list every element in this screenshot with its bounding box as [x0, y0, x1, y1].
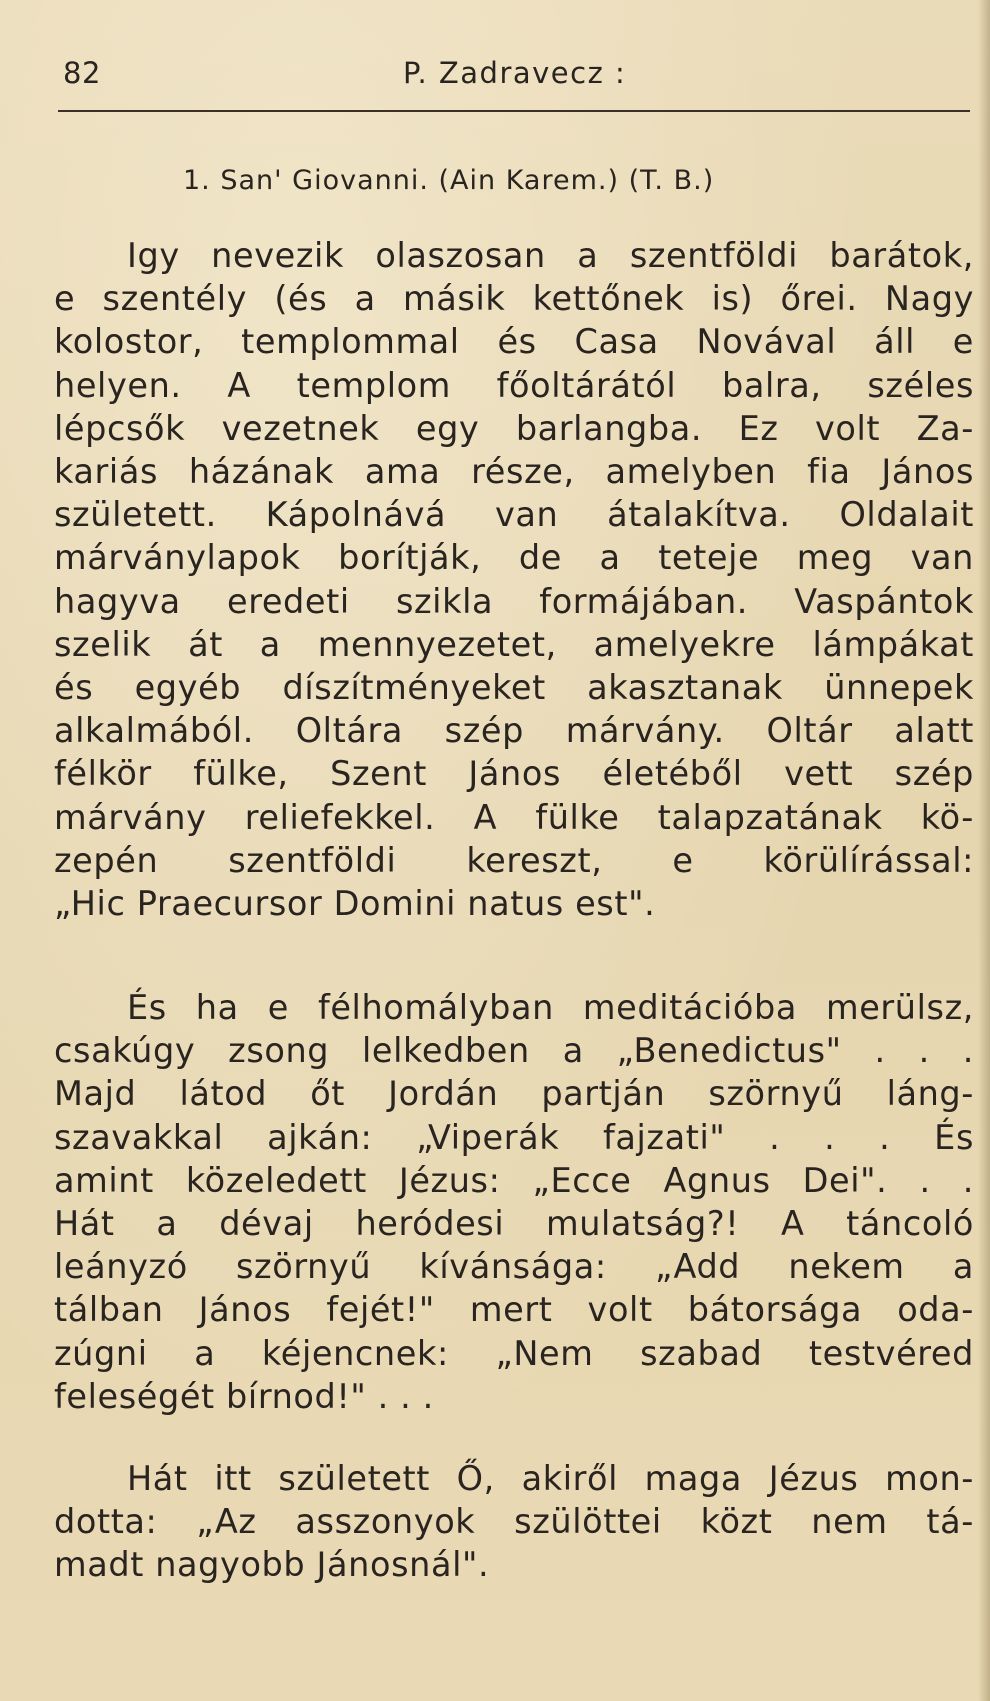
- page-number: 82: [63, 56, 101, 90]
- paragraph-3: [54, 1457, 974, 1587]
- paragraph-1: [54, 234, 974, 925]
- text-line: zepén szentföldi kereszt, e körülírással:: [54, 840, 974, 880]
- text-line: madt nagyobb Jánosnál".: [54, 1545, 490, 1585]
- running-head: [58, 56, 970, 98]
- text-line: dotta: „Az asszonyok szülöttei közt nem tá-: [54, 1502, 974, 1542]
- text-line: tálban János fejét!" mert volt bátorsága oda-: [54, 1290, 974, 1330]
- text-line: hagyva eredeti szikla formájában. Vaspántok: [54, 581, 974, 621]
- header-rule: [58, 110, 970, 112]
- text-line: márvány reliefekkel. A fülke talapzatának kö-: [54, 797, 974, 837]
- text-line: zúgni a kéjencnek: „Nem szabad testvéred: [54, 1333, 974, 1373]
- text-line: leányzó szörnyű kívánsága: „Add nekem a: [54, 1247, 974, 1287]
- text-line: Majd látod őt Jordán partján szörnyű láng-: [54, 1074, 974, 1114]
- text-line: Hát itt született Ő, akiről maga Jézus mon-: [127, 1459, 974, 1498]
- text-line: „Hic Praecursor Domini natus est".: [54, 884, 656, 924]
- text-line: helyen. A templom főoltárától balra, széles: [54, 365, 974, 405]
- text-line: és egyéb díszítményeket akasztanak ünnepek: [54, 668, 974, 708]
- text-line: feleségét bírnod!" . . .: [54, 1376, 434, 1416]
- text-line: kolostor, templommal és Casa Novával áll e: [54, 322, 974, 362]
- text-line: e szentély (és a másik kettőnek is) őrei. Nagy: [54, 279, 974, 319]
- text-line: lépcsők vezetnek egy barlangba. Ez volt Za-: [54, 408, 974, 448]
- text-line: amint közeledett Jézus: „Ecce Agnus Dei". . .: [54, 1160, 974, 1200]
- section-heading: 1. San' Giovanni. (Ain Karem.) (T. B.): [183, 165, 715, 196]
- text-line: szelik át a mennyezetet, amelyekre lámpákat: [54, 624, 974, 664]
- text-line: csakúgy zsong lelkedben a „Benedictus" . . .: [54, 1031, 974, 1071]
- text-line: márványlapok borítják, de a teteje meg van: [54, 538, 974, 578]
- text-line: Igy nevezik olaszosan a szentföldi barátok,: [127, 236, 974, 275]
- text-line: Hát a dévaj heródesi mulatság?! A táncoló: [54, 1204, 974, 1244]
- running-title: P. Zadravecz :: [403, 56, 627, 90]
- text-line: kariás házának ama része, amelyben fia János: [54, 452, 974, 492]
- text-line: félkör fülke, Szent János életéből vett szép: [54, 754, 974, 794]
- page-edge-shadow: [978, 0, 990, 1701]
- text-line: alkalmából. Oltára szép márvány. Oltár alatt: [54, 711, 974, 751]
- text-line: És ha e félhomályban meditációba merülsz,: [127, 988, 974, 1027]
- paragraph-2: [54, 986, 974, 1418]
- text-line: szavakkal ajkán: „Viperák fajzati" . . . És: [54, 1117, 974, 1157]
- text-line: született. Kápolnává van átalakítva. Oldalait: [54, 495, 974, 535]
